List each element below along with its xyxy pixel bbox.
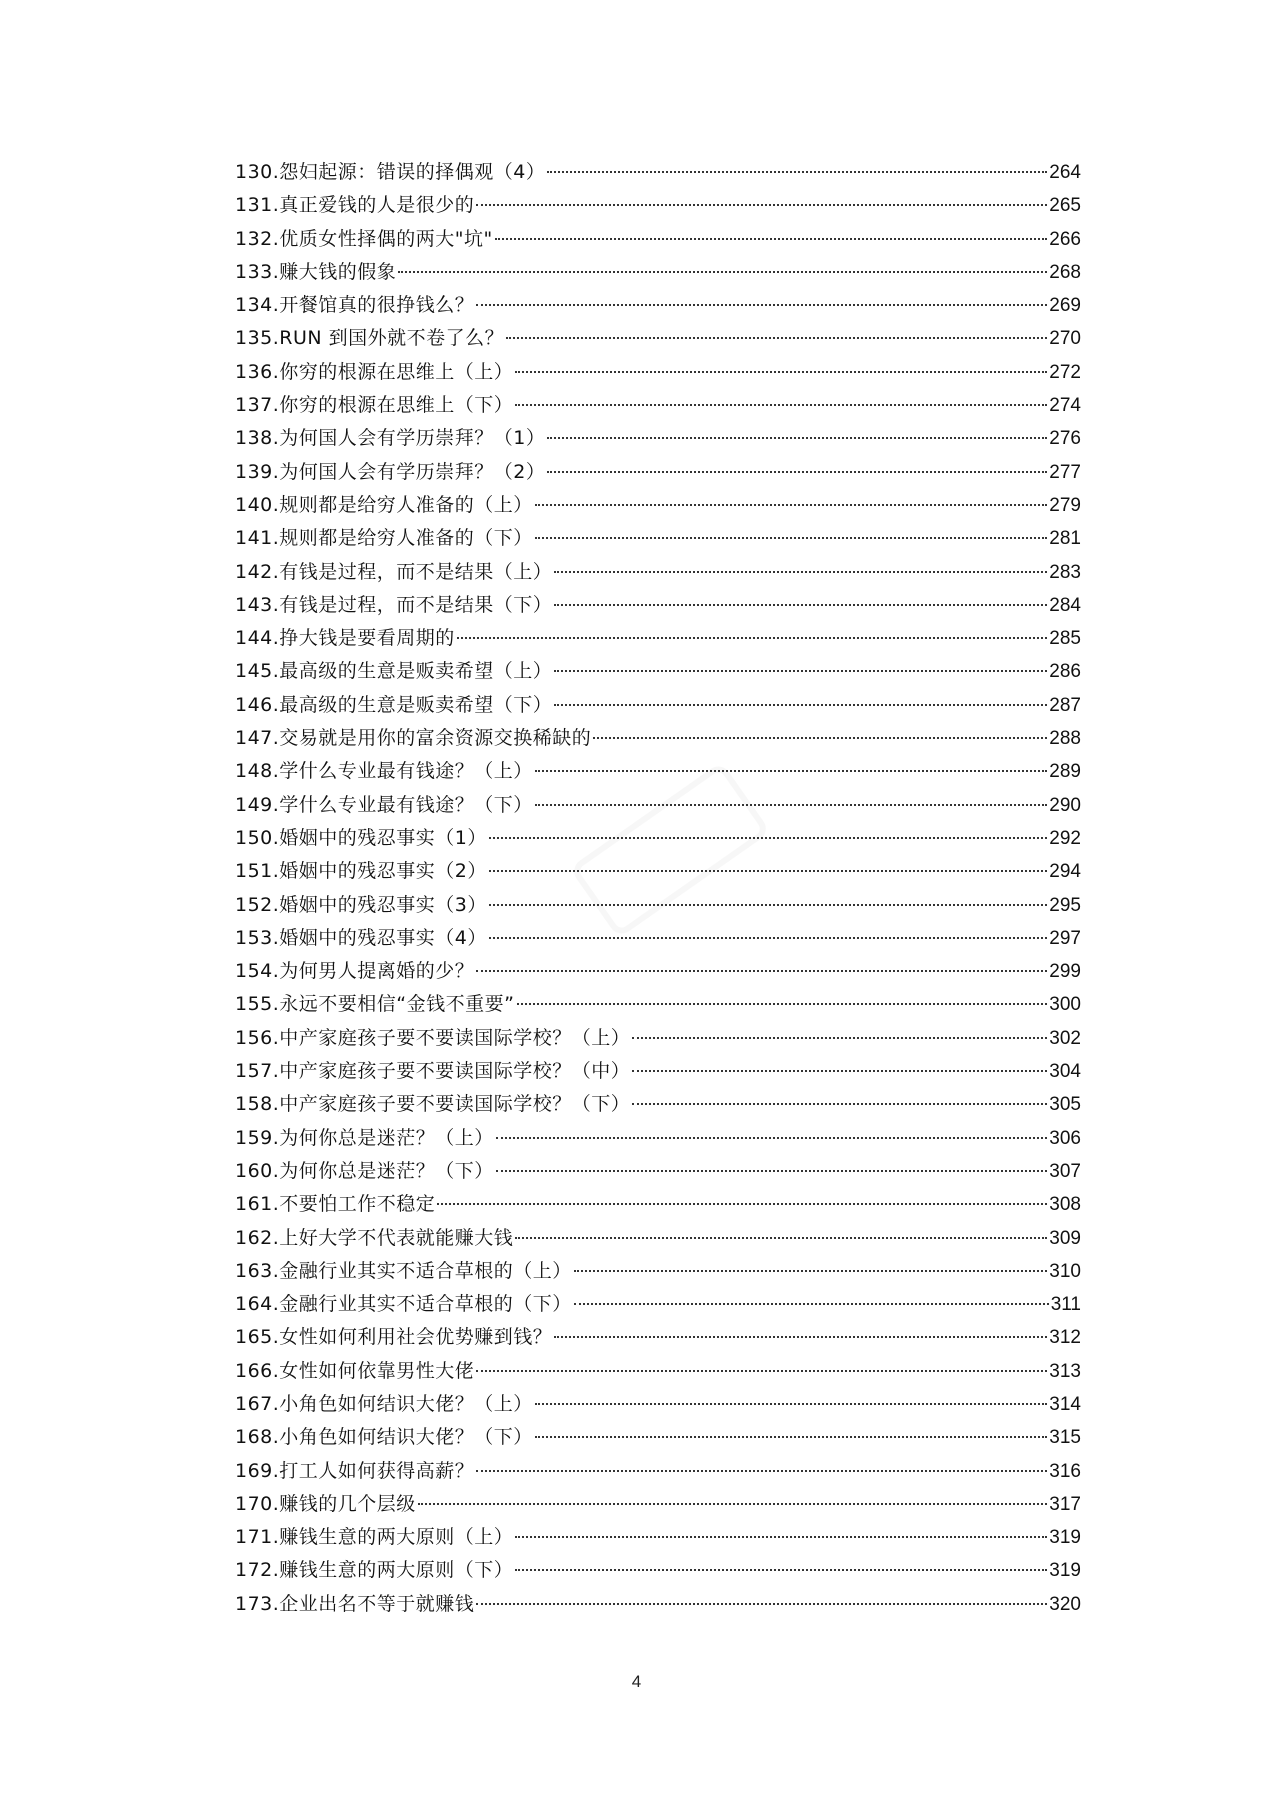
toc-entry-page: 266	[1049, 228, 1081, 250]
toc-entry[interactable]	[235, 1088, 1081, 1121]
toc-entry[interactable]	[235, 622, 1081, 655]
toc-entry-page: 288	[1049, 728, 1081, 750]
toc-entry-page: 300	[1049, 994, 1081, 1016]
toc-entry[interactable]	[235, 889, 1081, 922]
toc-entry[interactable]	[235, 256, 1081, 289]
toc-entry-page: 276	[1049, 428, 1081, 450]
toc-entry-title: 139.为何国人会有学历崇拜？（2）	[235, 460, 546, 483]
toc-entry[interactable]	[235, 289, 1081, 322]
toc-entry-page: 304	[1049, 1061, 1081, 1083]
toc-entry-page: 272	[1049, 361, 1081, 383]
toc-dot-leader	[476, 303, 1047, 306]
toc-dot-leader	[535, 1402, 1047, 1405]
toc-entry-page: 311	[1050, 1294, 1081, 1316]
toc-dot-leader	[547, 170, 1047, 173]
toc-dot-leader	[554, 603, 1047, 606]
toc-entry-page: 295	[1049, 894, 1081, 916]
toc-entry[interactable]	[235, 1222, 1081, 1255]
toc-entry-page: 316	[1049, 1460, 1081, 1482]
toc-entry-title: 160.为何你总是迷茫？（下）	[235, 1159, 494, 1182]
toc-entry-title: 163.金融行业其实不适合草根的（上）	[235, 1259, 572, 1282]
toc-entry[interactable]	[235, 655, 1081, 688]
toc-entry-page: 277	[1049, 461, 1081, 483]
toc-entry[interactable]	[235, 689, 1081, 722]
toc-entry-title: 142.有钱是过程，而不是结果（上）	[235, 560, 553, 583]
toc-entry[interactable]	[235, 1155, 1081, 1188]
toc-dot-leader	[574, 1302, 1049, 1305]
table-of-contents	[235, 156, 1081, 1621]
toc-entry-page: 319	[1049, 1527, 1081, 1549]
toc-entry[interactable]	[235, 522, 1081, 555]
toc-entry-title: 169.打工人如何获得高薪？	[235, 1459, 475, 1482]
toc-entry-page: 286	[1049, 661, 1081, 683]
toc-entry-title: 156.中产家庭孩子要不要读国际学校？（上）	[235, 1026, 631, 1049]
toc-entry-page: 283	[1049, 561, 1081, 583]
toc-entry-page: 294	[1049, 861, 1081, 883]
toc-entry-page: 306	[1049, 1127, 1081, 1149]
toc-entry-title: 162.上好大学不代表就能赚大钱	[235, 1226, 514, 1249]
toc-entry[interactable]	[235, 1488, 1081, 1521]
toc-entry-page: 320	[1049, 1593, 1081, 1615]
toc-entry[interactable]	[235, 822, 1081, 855]
toc-entry-title: 143.有钱是过程，而不是结果（下）	[235, 593, 553, 616]
toc-entry[interactable]	[235, 556, 1081, 589]
toc-dot-leader	[535, 1435, 1047, 1438]
toc-entry-title: 167.小角色如何结识大佬？（上）	[235, 1392, 533, 1415]
toc-entry-page: 302	[1049, 1027, 1081, 1049]
toc-dot-leader	[554, 669, 1047, 672]
toc-entry-title: 152.婚姻中的残忍事实（3）	[235, 893, 487, 916]
toc-entry-page: 268	[1049, 261, 1081, 283]
toc-dot-leader	[515, 1535, 1047, 1538]
toc-entry[interactable]	[235, 1288, 1081, 1321]
toc-entry-title: 141.规则都是给穷人准备的（下）	[235, 527, 533, 550]
toc-entry-page: 269	[1049, 295, 1081, 317]
toc-entry-title: 138.为何国人会有学历崇拜？（1）	[235, 427, 546, 450]
toc-dot-leader	[495, 237, 1048, 240]
toc-dot-leader	[476, 203, 1047, 206]
toc-entry-title: 131.真正爱钱的人是很少的	[235, 194, 475, 217]
toc-entry-page: 308	[1049, 1194, 1081, 1216]
toc-entry-page: 287	[1049, 694, 1081, 716]
toc-dot-leader	[593, 736, 1047, 739]
toc-dot-leader	[517, 1002, 1048, 1005]
toc-entry-title: 150.婚姻中的残忍事实（1）	[235, 826, 487, 849]
toc-entry[interactable]	[235, 1521, 1081, 1554]
toc-entry-page: 317	[1049, 1493, 1081, 1515]
toc-entry-title: 146.最高级的生意是贩卖希望（下）	[235, 693, 553, 716]
toc-entry-page: 292	[1049, 827, 1081, 849]
toc-dot-leader	[418, 1502, 1047, 1505]
toc-entry[interactable]	[235, 223, 1081, 256]
toc-entry-title: 140.规则都是给穷人准备的（上）	[235, 493, 533, 516]
toc-dot-leader	[437, 1202, 1047, 1205]
toc-entry[interactable]	[235, 1321, 1081, 1354]
toc-entry-title: 155.永远不要相信“金钱不重要”	[235, 993, 515, 1016]
toc-entry[interactable]	[235, 456, 1081, 489]
toc-dot-leader	[506, 336, 1047, 339]
toc-entry-title: 147.交易就是用你的富余资源交换稀缺的	[235, 727, 592, 750]
toc-entry[interactable]	[235, 156, 1081, 189]
toc-entry[interactable]	[235, 489, 1081, 522]
toc-entry-title: 144.挣大钱是要看周期的	[235, 627, 455, 650]
toc-entry-page: 305	[1049, 1094, 1081, 1116]
page-number: 4	[631, 1672, 642, 1691]
toc-entry-title: 148.学什么专业最有钱途？（上）	[235, 760, 533, 783]
toc-entry-title: 164.金融行业其实不适合草根的（下）	[235, 1293, 572, 1316]
toc-entry-title: 145.最高级的生意是贩卖希望（上）	[235, 660, 553, 683]
toc-dot-leader	[457, 636, 1047, 639]
toc-dot-leader	[632, 1069, 1047, 1072]
toc-entry[interactable]	[235, 855, 1081, 888]
toc-entry[interactable]	[235, 322, 1081, 355]
toc-entry-page: 299	[1049, 961, 1081, 983]
toc-entry-title: 133.赚大钱的假象	[235, 260, 397, 283]
toc-dot-leader	[515, 1568, 1047, 1571]
toc-entry-page: 265	[1049, 195, 1081, 217]
toc-entry[interactable]	[235, 589, 1081, 622]
toc-entry-title: 161.不要怕工作不稳定	[235, 1193, 436, 1216]
toc-entry-title: 130.怨妇起源：错误的择偶观（4）	[235, 161, 546, 183]
toc-dot-leader	[535, 803, 1047, 806]
toc-entry[interactable]	[235, 356, 1081, 389]
toc-entry-page: 297	[1049, 927, 1081, 949]
toc-dot-leader	[547, 470, 1047, 473]
toc-entry[interactable]	[235, 1055, 1081, 1088]
toc-entry-page: 312	[1049, 1327, 1081, 1349]
toc-entry-page: 310	[1049, 1260, 1081, 1282]
toc-dot-leader	[489, 903, 1047, 906]
toc-dot-leader	[535, 503, 1047, 506]
toc-entry-title: 171.赚钱生意的两大原则（上）	[235, 1526, 514, 1549]
toc-entry[interactable]	[235, 389, 1081, 422]
toc-entry-title: 166.女性如何依靠男性大佬	[235, 1359, 475, 1382]
toc-dot-leader	[489, 936, 1047, 939]
toc-entry-title: 154.为何男人提离婚的少？	[235, 960, 475, 983]
toc-entry[interactable]	[235, 189, 1081, 222]
toc-dot-leader	[554, 703, 1047, 706]
toc-entry-title: 134.开餐馆真的很挣钱么？	[235, 294, 475, 317]
toc-entry-title: 136.你穷的根源在思维上（上）	[235, 360, 514, 383]
toc-entry-page: 264	[1049, 162, 1081, 183]
toc-entry-title: 132.优质女性择偶的两大"坑"	[235, 227, 493, 250]
toc-entry-title: 172.赚钱生意的两大原则（下）	[235, 1559, 514, 1582]
toc-dot-leader	[489, 869, 1047, 872]
toc-dot-leader	[515, 370, 1047, 373]
toc-entry-title: 137.你穷的根源在思维上（下）	[235, 394, 514, 417]
toc-entry-title: 170.赚钱的几个层级	[235, 1492, 416, 1515]
toc-entry[interactable]	[235, 1355, 1081, 1388]
toc-entry[interactable]	[235, 955, 1081, 988]
toc-entry-page: 307	[1049, 1160, 1081, 1182]
toc-entry[interactable]	[235, 922, 1081, 955]
toc-dot-leader	[476, 1369, 1047, 1372]
toc-dot-leader	[554, 1335, 1047, 1338]
toc-entry-page: 281	[1049, 528, 1081, 550]
toc-dot-leader	[632, 1036, 1047, 1039]
toc-entry[interactable]	[235, 1122, 1081, 1155]
toc-entry[interactable]	[235, 1554, 1081, 1587]
toc-entry-title: 149.学什么专业最有钱途？（下）	[235, 793, 533, 816]
toc-dot-leader	[535, 536, 1047, 539]
toc-dot-leader	[547, 436, 1047, 439]
toc-entry-title: 151.婚姻中的残忍事实（2）	[235, 860, 487, 883]
toc-entry-title: 165.女性如何利用社会优势赚到钱？	[235, 1326, 553, 1349]
toc-entry-page: 314	[1049, 1393, 1081, 1415]
toc-entry[interactable]	[235, 988, 1081, 1021]
toc-entry[interactable]	[235, 1022, 1081, 1055]
toc-entry[interactable]	[235, 755, 1081, 788]
toc-entry[interactable]	[235, 1388, 1081, 1421]
toc-entry-page: 309	[1049, 1227, 1081, 1249]
toc-dot-leader	[632, 1102, 1047, 1105]
toc-entry-page: 290	[1049, 794, 1081, 816]
toc-dot-leader	[535, 769, 1047, 772]
toc-entry[interactable]	[235, 1255, 1081, 1288]
toc-dot-leader	[398, 270, 1047, 273]
toc-entry-page: 289	[1049, 761, 1081, 783]
toc-entry-title: 157.中产家庭孩子要不要读国际学校？（中）	[235, 1060, 631, 1083]
toc-dot-leader	[515, 1236, 1047, 1239]
toc-dot-leader	[476, 1602, 1047, 1605]
toc-entry-page: 313	[1049, 1360, 1081, 1382]
toc-entry-page: 279	[1049, 494, 1081, 516]
toc-entry-page: 319	[1049, 1560, 1081, 1582]
toc-entry-title: 135.RUN 到国外就不卷了么？	[235, 327, 505, 350]
toc-dot-leader	[496, 1136, 1047, 1139]
toc-entry[interactable]	[235, 1188, 1081, 1221]
toc-entry[interactable]	[235, 422, 1081, 455]
toc-dot-leader	[574, 1269, 1047, 1272]
toc-entry-title: 153.婚姻中的残忍事实（4）	[235, 926, 487, 949]
toc-entry-page: 270	[1049, 328, 1081, 350]
toc-entry-title: 159.为何你总是迷茫？（上）	[235, 1126, 494, 1149]
toc-entry-title: 168.小角色如何结识大佬？（下）	[235, 1426, 533, 1449]
toc-entry[interactable]	[235, 1421, 1081, 1454]
toc-dot-leader	[476, 969, 1047, 972]
toc-entry[interactable]	[235, 1455, 1081, 1488]
toc-entry[interactable]	[235, 722, 1081, 755]
toc-entry[interactable]	[235, 1588, 1081, 1621]
toc-entry-page: 274	[1049, 395, 1081, 417]
toc-entry[interactable]	[235, 789, 1081, 822]
toc-dot-leader	[489, 836, 1047, 839]
toc-dot-leader	[515, 403, 1047, 406]
toc-entry-page: 285	[1049, 628, 1081, 650]
toc-dot-leader	[476, 1469, 1047, 1472]
toc-entry-title: 173.企业出名不等于就赚钱	[235, 1592, 475, 1615]
toc-entry-title: 158.中产家庭孩子要不要读国际学校？（下）	[235, 1093, 631, 1116]
toc-entry-page: 284	[1049, 594, 1081, 616]
toc-dot-leader	[496, 1169, 1047, 1172]
toc-dot-leader	[554, 570, 1047, 573]
toc-entry-page: 315	[1049, 1427, 1081, 1449]
